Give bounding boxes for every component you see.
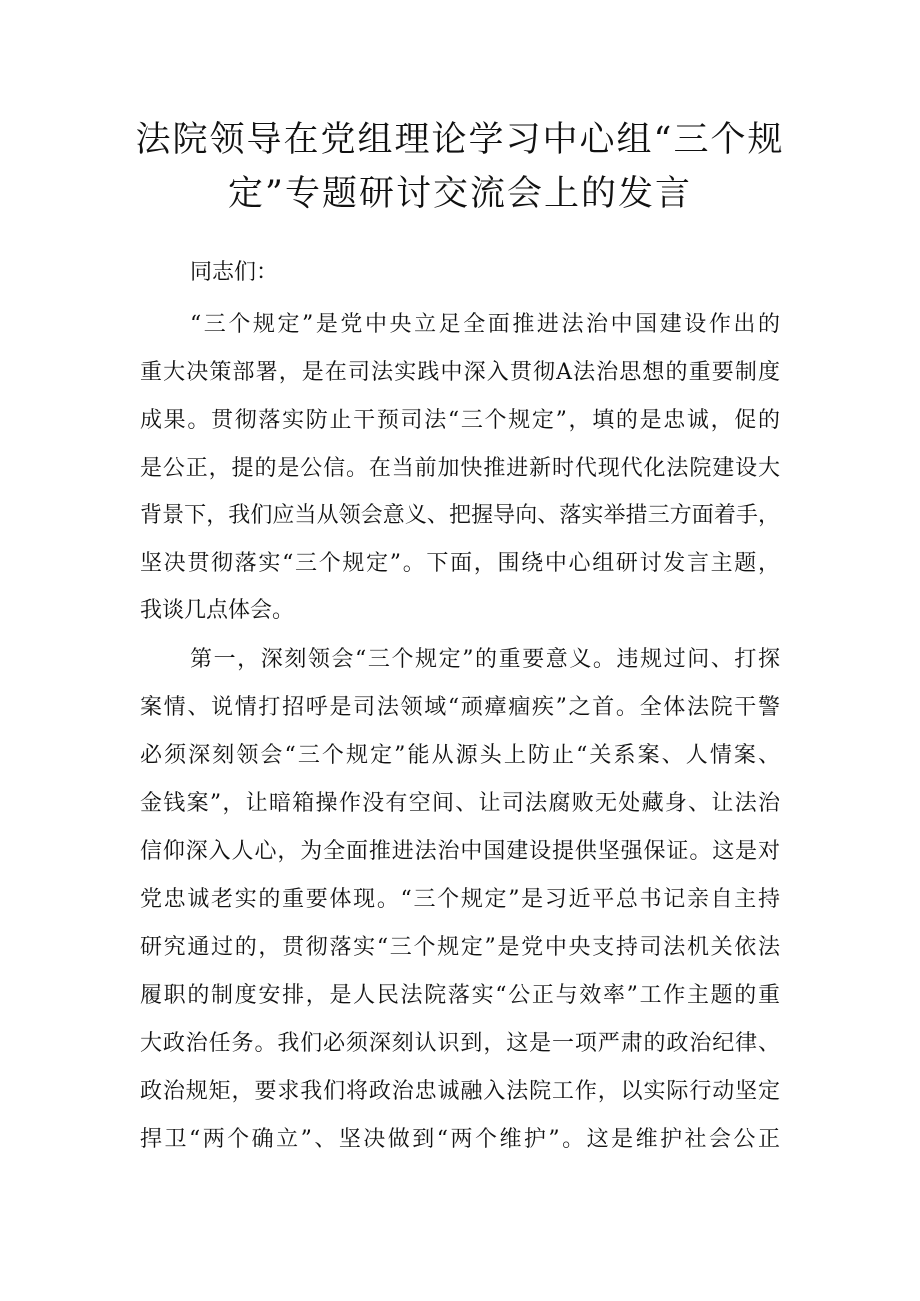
paragraph-1-line: 成果。贯彻落实防止干预司法“三个规定”，填的是忠诚，促的 [140,408,780,433]
paragraph-1-line: “三个规定”是党中央立足全面推进法治中国建设作出的 [190,312,780,337]
paragraph-1-line: 重大决策部署，是在司法实践中深入贯彻A法治思想的重要制度 [140,360,780,385]
greeting: 同志们： [190,260,279,285]
paragraph-2-line: 捍卫“两个确立”、坚决做到“两个维护”。这是维护社会公正 [140,1127,780,1152]
document-title-line-1: 法院领导在党组理论学习中心组“三个规 [135,120,785,160]
paragraph-2-line: 党忠诚老实的重要体现。“三个规定”是习近平总书记亲自主持 [140,887,780,912]
paragraph-2-line: 大政治任务。我们必须深刻认识到，这是一项严肃的政治纪律、 [140,1031,780,1056]
paragraph-1-line: 坚决贯彻落实“三个规定”。下面，围绕中心组研讨发言主题， [140,551,780,576]
paragraph-2-line: 政治规矩，要求我们将政治忠诚融入法院工作，以实际行动坚定 [140,1079,780,1104]
paragraph-2-line: 金钱案”，让暗箱操作没有空间、让司法腐败无处藏身、让法治 [140,791,780,816]
paragraph-2-line: 研究通过的，贯彻落实“三个规定”是党中央支持司法机关依法 [140,935,780,960]
paragraph-2-line: 第一，深刻领会“三个规定”的重要意义。违规过问、打探 [190,647,780,672]
paragraph-1-line: 是公正，提的是公信。在当前加快推进新时代现代化法院建设大 [140,456,780,481]
paragraph-2-line: 案情、说情打招呼是司法领域“顽瘴痼疾”之首。全体法院干警 [140,695,780,720]
paragraph-1-line: 我谈几点体会。 [140,598,295,623]
paragraph-2-line: 信仰深入人心，为全面推进法治中国建设提供坚强保证。这是对 [140,839,780,864]
paragraph-2-line: 必须深刻领会“三个规定”能从源头上防止“关系案、人情案、 [140,743,780,768]
document-title-line-2: 定”专题研讨交流会上的发言 [228,174,692,214]
paragraph-2-line: 履职的制度安排，是人民法院落实“公正与效率”工作主题的重 [140,983,780,1008]
paragraph-1-line: 背景下，我们应当从领会意义、把握导向、落实举措三方面着手， [140,503,780,528]
